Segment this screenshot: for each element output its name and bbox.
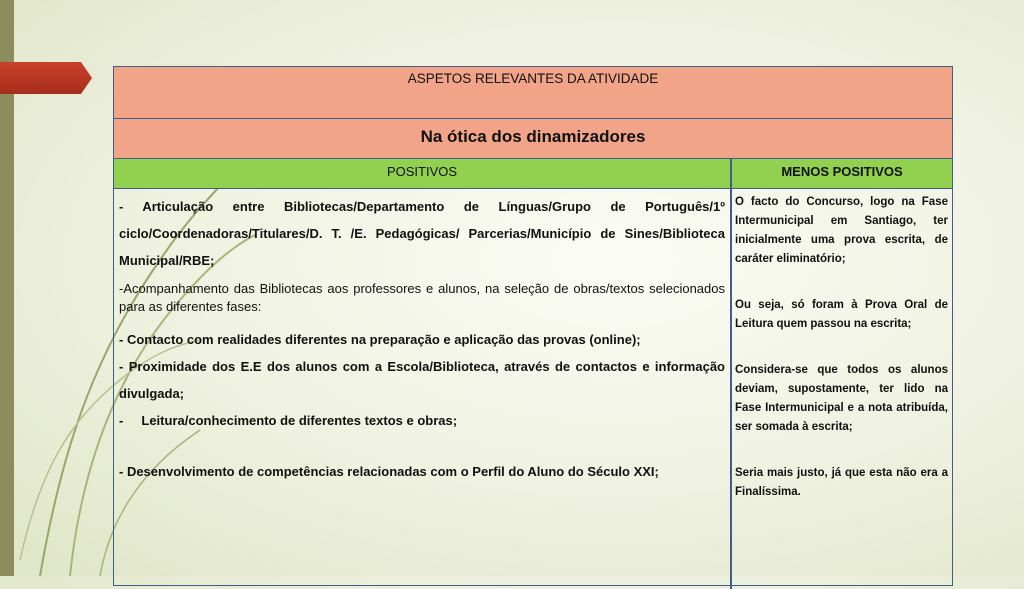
activity-table <box>113 66 953 586</box>
negative-item: O facto do Concurso, logo na Fase Intermunicipal em Santiago, ter inicialmente uma prova escrita, de caráter eliminatório; <box>735 196 948 265</box>
column-divider <box>730 159 732 589</box>
positive-item: - Contacto com realidades diferentes na preparação e aplicação das provas (online); <box>119 332 641 347</box>
positive-item: - Articulação entre Bibliotecas/Departamento de Línguas/Grupo de Português/1º ciclo/Coordenadoras/Titulares/D. T. /E. Pedagógicas/ Parcerias/Município de Sines/Biblioteca Municipal/RBE; <box>119 199 725 268</box>
negative-item: Seria mais justo, já que esta não era a Finalíssima. <box>735 467 948 498</box>
negative-item: Ou seja, só foram à Prova Oral de Leitura quem passou na escrita; <box>735 299 948 330</box>
positive-item: - Proximidade dos E.E dos alunos com a Escola/Biblioteca, através de contactos e informação divulgada; <box>119 359 725 401</box>
negatives-column <box>735 193 948 502</box>
positive-item: - Desenvolvimento de competências relacionadas com o Perfil do Aluno do Século XXI; <box>119 464 659 479</box>
table-header-row <box>114 159 952 189</box>
positives-column <box>119 193 725 485</box>
positive-item: -Acompanhamento das Bibliotecas aos professores e alunos, na seleção de obras/textos selecionados para as diferentes fases: <box>119 281 725 314</box>
positive-item: - Leitura/conhecimento de diferentes textos e obras; <box>119 413 458 428</box>
header-positive: POSITIVOS <box>386 164 458 179</box>
negative-item: Considera-se que todos os alunos deviam, supostamente, ter lido na Fase Intermunicipal e a nota atribuída, ser somada à escrita; <box>735 364 948 433</box>
table-title: ASPETOS RELEVANTES DA ATIVIDADE <box>114 67 952 119</box>
header-negative: MENOS POSITIVOS <box>781 164 903 179</box>
table-subtitle: Na ótica dos dinamizadores <box>114 119 952 159</box>
